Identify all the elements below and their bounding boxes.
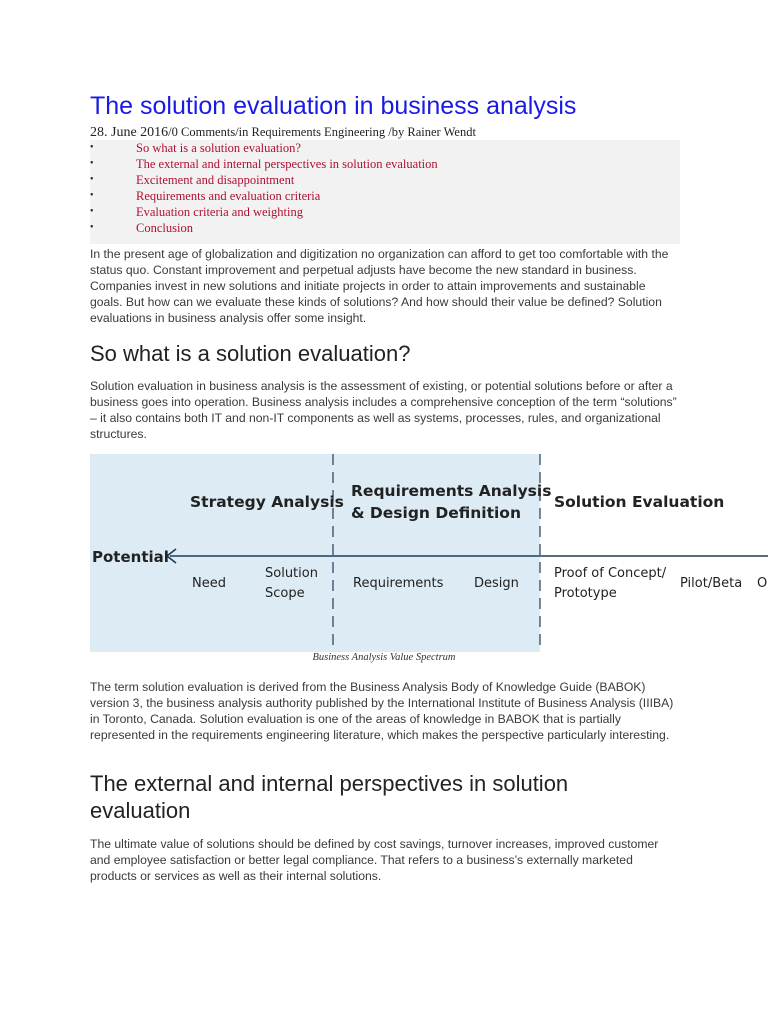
label-requirements: Requirements xyxy=(353,576,444,591)
bullet-icon: • xyxy=(90,158,94,169)
label-solution-line1: Solution xyxy=(265,566,318,581)
toc-item[interactable] xyxy=(90,172,680,188)
post-meta-info[interactable]: /0 Comments/in Requirements Engineering /by Rainer Wendt xyxy=(168,125,476,139)
value-spectrum-svg xyxy=(90,454,768,654)
col-title-solution-evaluation: Solution Evaluation xyxy=(554,493,725,511)
bullet-icon: • xyxy=(90,174,94,185)
label-pilot-beta: Pilot/Beta xyxy=(680,576,743,591)
toc-link[interactable]: Conclusion xyxy=(136,221,193,235)
toc-link[interactable]: Excitement and disappointment xyxy=(136,173,295,187)
toc-link[interactable]: So what is a solution evaluation? xyxy=(136,141,301,155)
toc-item[interactable] xyxy=(90,156,680,172)
diagram-caption: Business Analysis Value Spectrum xyxy=(312,652,456,663)
bullet-icon: • xyxy=(90,222,94,233)
toc-link[interactable]: Evaluation criteria and weighting xyxy=(136,205,303,219)
heading-line-1: The external and internal perspectives in solution xyxy=(90,771,569,796)
bullet-icon: • xyxy=(90,206,94,217)
article-title: The solution evaluation in business analysis xyxy=(90,92,577,120)
babok-paragraph: The term solution evaluation is derived from the Business Analysis Body of Knowledge Guide (BABOK) version 3, the business analysis authority published by the International Institute of Business Analysis (IIIBA) in Toronto, Canada. Solution evaluation is one of the areas of knowledge in BABOK that is partially represented in the requirements engineering literature, which makes the perspective particularly interesting. xyxy=(90,680,674,742)
label-operation-cut: O xyxy=(757,576,768,591)
heading-line-2: evaluation xyxy=(90,798,191,823)
toc-item[interactable] xyxy=(90,204,680,220)
bullet-icon: • xyxy=(90,142,94,153)
col-title-requirements-line2: & Design Definition xyxy=(351,504,521,522)
toc-link[interactable]: Requirements and evaluation criteria xyxy=(136,189,321,203)
article-meta xyxy=(90,125,476,141)
toc-item[interactable] xyxy=(90,140,680,156)
bullet-icon: • xyxy=(90,190,94,201)
post-date: 28. June 2016 xyxy=(90,125,169,140)
definition-paragraph: Solution evaluation in business analysis is the assessment of existing, or potential solutions before or after a business goes into operation. Business analysis includes a comprehensive conception of the term “solutions” – it also contains both IT and non-IT components as well as systems, processes, rules, and organizational structures. xyxy=(90,379,677,441)
toc-link[interactable]: The external and internal perspectives in solution evaluation xyxy=(136,157,438,171)
potential-label: Potential xyxy=(92,548,169,566)
col-title-strategy-analysis: Strategy Analysis xyxy=(190,493,344,511)
value-spectrum-diagram xyxy=(90,454,768,654)
label-solution-line2: Scope xyxy=(265,586,305,601)
section-heading-solution-evaluation: So what is a solution evaluation? xyxy=(90,341,411,366)
label-need: Need xyxy=(192,576,226,591)
toc-item[interactable] xyxy=(90,188,680,204)
toc-item[interactable] xyxy=(90,220,680,236)
intro-paragraph: In the present age of globalization and digitization no organization can afford to get too comfortable with the status quo. Constant improvement and perpetual adjusts have become the new standard in business. Companies invest in new solutions and initiate projects in order to attain improvements and sustainable goals. But how can we evaluate these kinds of solutions? And how should their value be defined? Solution evaluations in business analysis offer some insight. xyxy=(90,247,669,325)
label-design: Design xyxy=(474,576,519,591)
table-of-contents xyxy=(90,140,680,244)
label-poc-line1: Proof of Concept/ xyxy=(554,566,667,581)
col-title-requirements-line1: Requirements Analysis xyxy=(351,482,552,500)
label-poc-line2: Prototype xyxy=(554,586,617,601)
perspectives-paragraph: The ultimate value of solutions should be defined by cost savings, turnover increases, improved customer and employee satisfaction or better legal compliance. That refers to a business’s externally marketed products or services as well as their internal solutions. xyxy=(90,837,659,883)
section-heading-perspectives xyxy=(90,770,568,824)
